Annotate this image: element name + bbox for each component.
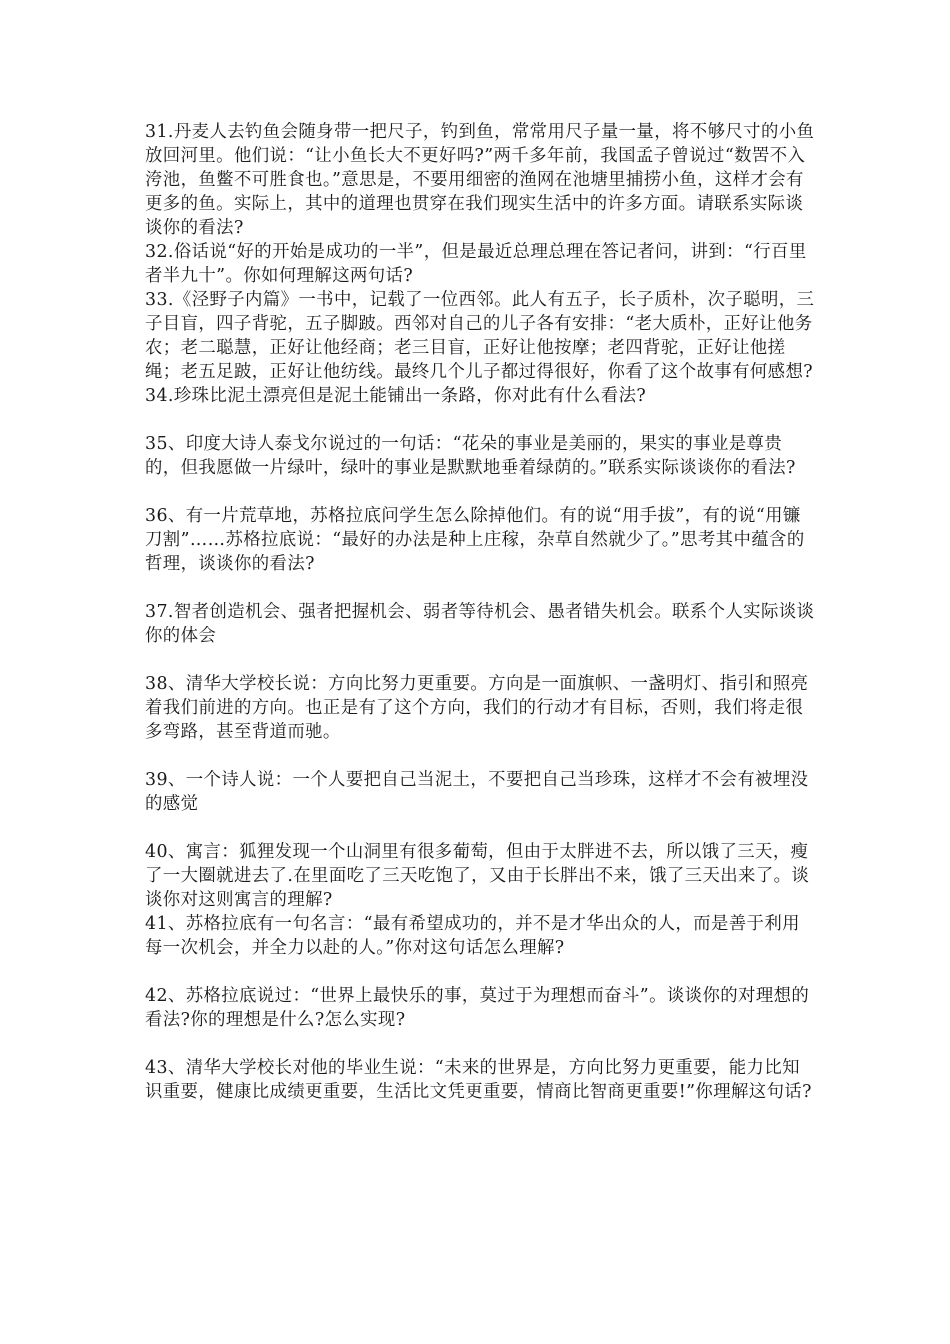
question-39: 39、一个诗人说：一个人要把自己当泥土，不要把自己当珍珠，这样才不会有被埋没的感觉 [145,770,809,814]
question-35: 35、印度大诗人泰戈尔说过的一句话：“花朵的事业是美丽的，果实的事业是尊贵的，但我愿做一片绿叶，绿叶的事业是默默地垂着绿荫的。”联系实际谈谈你的看法? [145,434,796,478]
document-page [145,120,817,1104]
question-37: 37.智者创造机会、强者把握机会、弱者等待机会、愚者错失机会。联系个人实际谈谈你的体会 [145,602,815,646]
question-33: 33.《泾野子内篇》一书中，记载了一位西邻。此人有五子，长子质朴，次子聪明，三子目盲，四子背驼，五子脚跛。西邻对自己的儿子各有安排：“老大质朴，正好让他务农；老二聪慧，正好让他经商；老三目盲，正好让他按摩；老四背驼，正好让他搓绳；老五足跛，正好让他纺线。最终几个儿子都过得很好，你看了这个故事有何感想? [145,290,815,382]
question-31: 31.丹麦人去钓鱼会随身带一把尺子，钓到鱼，常常用尺子量一量，将不够尺寸的小鱼放回河里。他们说：“让小鱼长大不更好吗?”两千多年前，我国孟子曾说过“数罟不入洿池，鱼鳖不可胜食也。”意思是，不要用细密的渔网在池塘里捕捞小鱼，这样才会有更多的鱼。实际上，其中的道理也贯穿在我们现实生活中的许多方面。请联系实际谈谈你的看法? [145,122,815,238]
question-34: 34.珍珠比泥土漂亮但是泥土能铺出一条路，你对此有什么看法? [145,386,647,406]
question-41: 41、苏格拉底有一句名言：“最有希望成功的，并不是才华出众的人，而是善于利用每一次机会，并全力以赴的人。”你对这句话怎么理解? [145,914,800,958]
question-36: 36、有一片荒草地，苏格拉底问学生怎么除掉他们。有的说“用手拔”，有的说“用镰刀割”……苏格拉底说：“最好的办法是种上庄稼，杂草自然就少了。”思考其中蕴含的哲理，谈谈你的看法? [145,506,805,574]
question-40: 40、寓言：狐狸发现一个山洞里有很多葡萄，但由于太胖进不去，所以饿了三天，瘦了一大圈就进去了.在里面吃了三天吃饱了，又由于长胖出不来，饿了三天出来了。谈谈你对这则寓言的理解? [145,842,810,910]
question-43: 43、清华大学校长对他的毕业生说：“未来的世界是，方向比努力更重要，能力比知识重要，健康比成绩更重要，生活比文凭更重要，情商比智商更重要!”你理解这句话? [145,1058,812,1102]
question-32: 32.俗话说“好的开始是成功的一半”，但是最近总理总理在答记者问，讲到：“行百里者半九十”。你如何理解这两句话? [145,242,807,286]
question-38: 38、清华大学校长说：方向比努力更重要。方向是一面旗帜、一盏明灯、指引和照亮着我们前进的方向。也正是有了这个方向，我们的行动才有目标，否则，我们将走很多弯路，甚至背道而驰。 [145,674,809,742]
question-42: 42、苏格拉底说过：“世界上最快乐的事，莫过于为理想而奋斗”。谈谈你的对理想的看法?你的理想是什么?怎么实现? [145,986,810,1030]
